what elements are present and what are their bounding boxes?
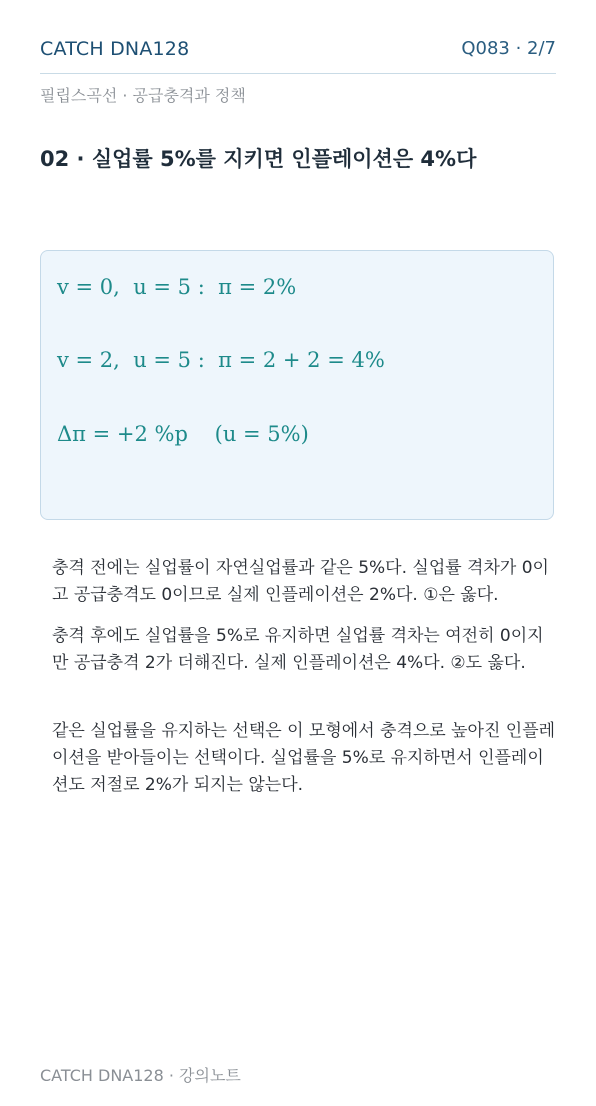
explanation-paragraph-1: 충격 전에는 실업률이 자연실업률과 같은 5%다. 실업률 격차가 0이고 공급충격도 0이므로 실제 인플레이션은 2%다. ①은 옳다. bbox=[52, 558, 549, 605]
equation-after-shock: v = 2, u = 5 : π = 2 + 2 = 4% bbox=[57, 348, 385, 372]
equation-before-shock: v = 0, u = 5 : π = 2% bbox=[57, 275, 297, 299]
equation-box bbox=[40, 250, 554, 520]
page-header bbox=[40, 36, 556, 74]
page-footer: CATCH DNA128 · 강의노트 bbox=[40, 1066, 241, 1085]
page-heading: 02 · 실업률 5%를 지키면 인플레이션은 4%다 bbox=[40, 147, 477, 171]
equation-inflation-change: Δπ = +2 %p (u = 5%) bbox=[57, 422, 309, 446]
explanation-paragraph-3: 같은 실업률을 유지하는 선택은 이 모형에서 충격으로 높아진 인플레이션을 받아들이는 선택이다. 실업률을 5%로 유지하면서 인플레이션도 저절로 2%가 되지는 않는다. bbox=[52, 721, 556, 795]
explanation-paragraph-2: 충격 후에도 실업률을 5%로 유지하면 실업률 격차는 여전히 0이지만 공급충격 2가 더해진다. 실제 인플레이션은 4%다. ②도 옳다. bbox=[52, 626, 544, 673]
question-counter: Q083 · 2/7 bbox=[461, 38, 556, 59]
brand-title: CATCH DNA128 bbox=[40, 38, 190, 60]
section-subtitle: 필립스곡선 · 공급충격과 정책 bbox=[40, 86, 246, 105]
